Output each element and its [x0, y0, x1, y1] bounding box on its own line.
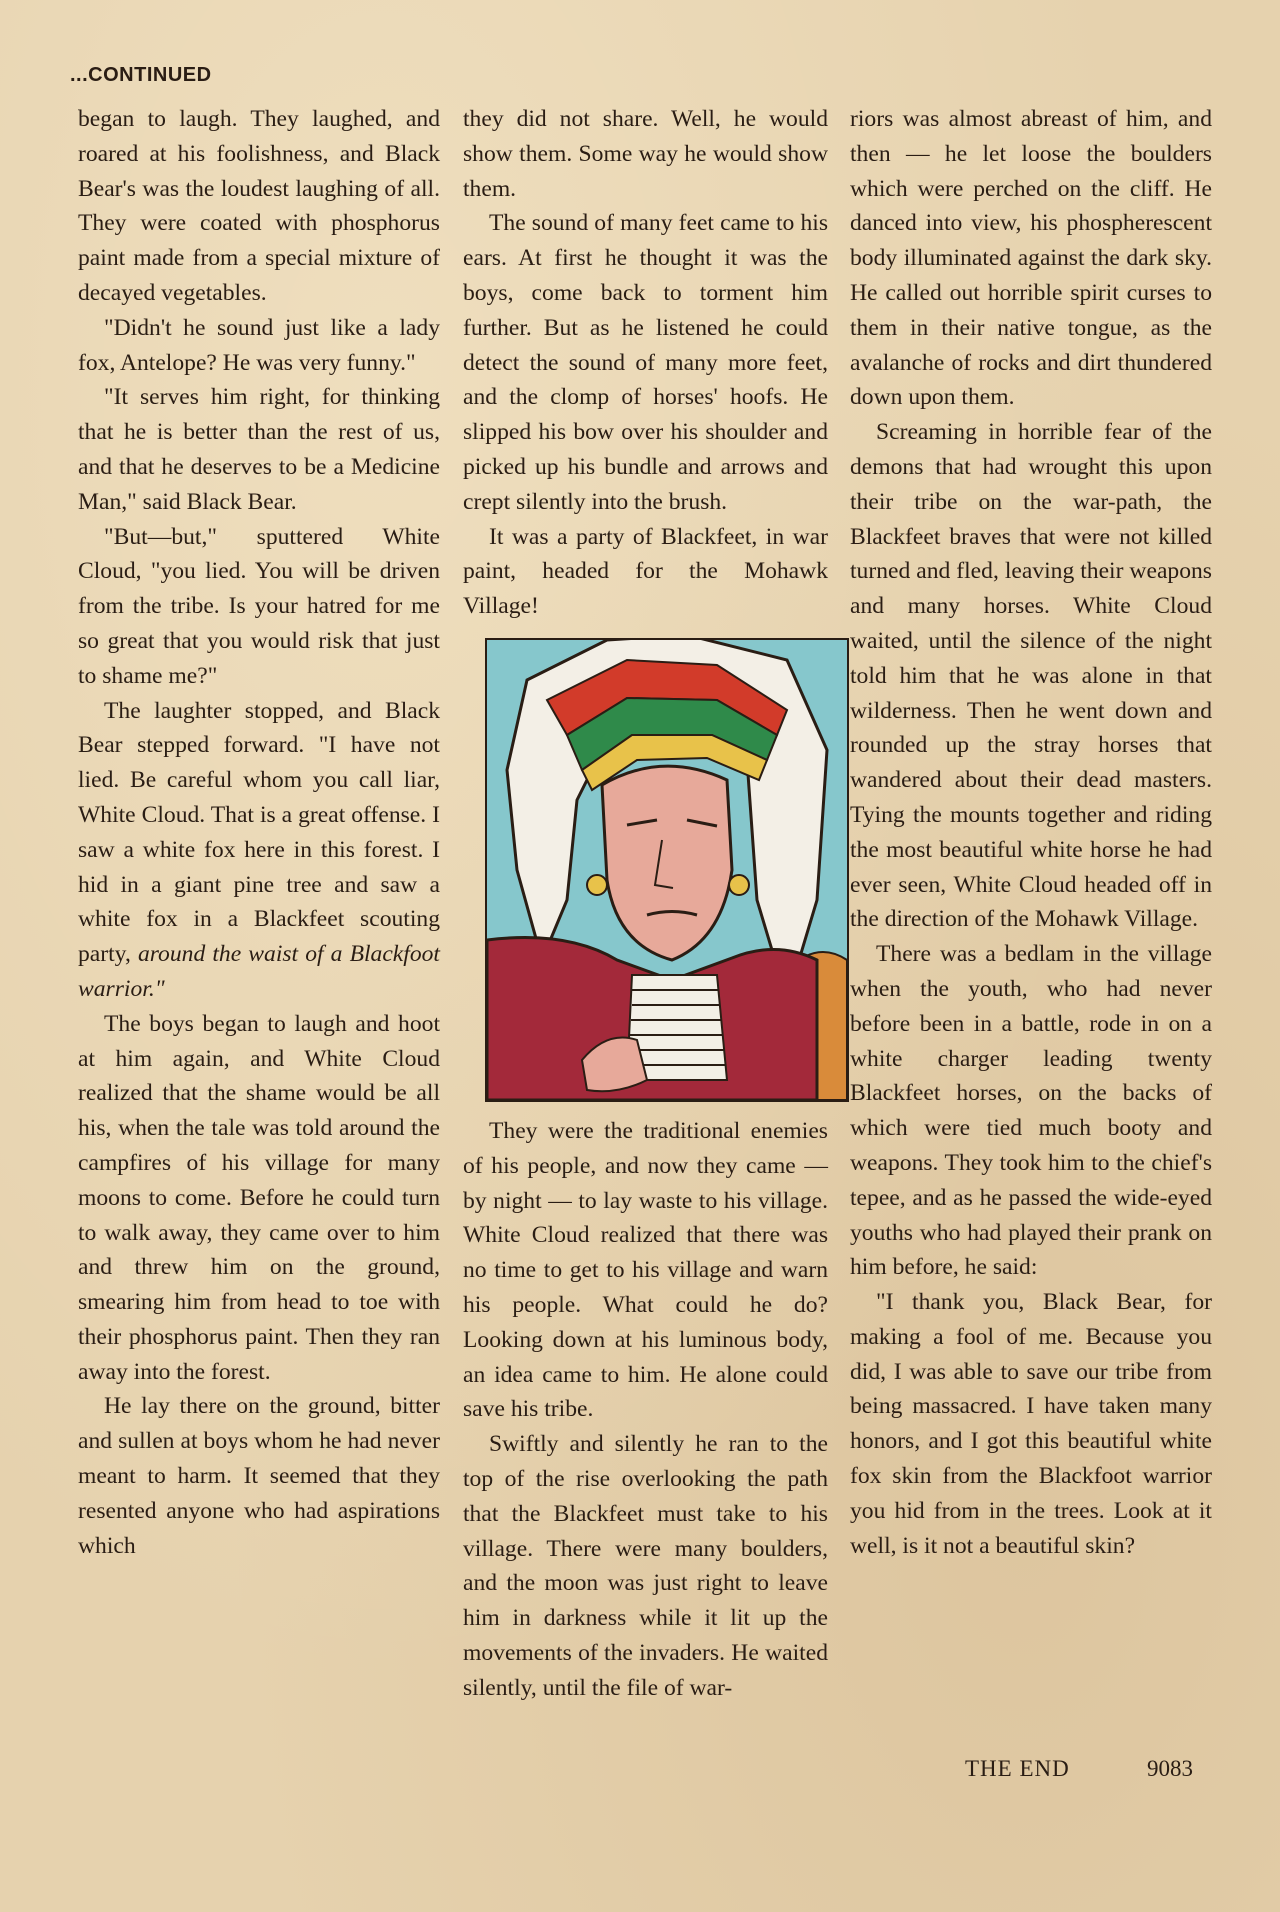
text-column-2	[463, 102, 828, 1706]
paragraph: "It serves him right, for thinking that he is better than the rest of us, and that he deserves to be a Medicine Man," said Black Bear.	[78, 384, 440, 515]
chief-illustration	[485, 638, 849, 1102]
italic-text: around the waist of a Blackfoot warrior."	[78, 941, 440, 1002]
paragraph: He lay there on the ground, bitter and sullen at boys whom he had never meant to harm. It seemed that they resented anyone who had aspirations which	[78, 1393, 440, 1559]
paragraph-text: The laughter stopped, and Black Bear stepped forward. "I have not lied. Be careful whom you call liar, White Cloud. That is a great offense. I saw a white fox here in this forest. I hid in a giant pine tree and saw a white fox in a Blackfeet scouting party,	[78, 697, 440, 968]
paragraph: The boys began to laugh and hoot at him again, and White Cloud realized that the shame would be all his, when the tale was told around the campfires of his village for many moons to come. Before he could turn to walk away, they came over to him and threw him on the ground, smearing him from head to toe with their phosphorus paint. Then they ran away into the forest.	[78, 1010, 440, 1385]
paragraph: The sound of many feet came to his ears. At first he thought it was the boys, come back to torment him further. But as he listened he could detect the sound of many more feet, and the clomp of horses' hoofs. He slipped his bow over his shoulder and picked up his bundle and arrows and crept silently into the brush.	[463, 210, 828, 515]
paragraph: they did not share. Well, he would show them. Some way he would show them.	[463, 106, 828, 202]
continued-header: ...CONTINUED	[70, 64, 212, 86]
text-column-3	[850, 102, 1212, 1563]
paragraph: Screaming in horrible fear of the demons that had wrought this upon their tribe on the war-path, the Blackfeet braves that were not killed turned and fled, leaving their weapons and many horses. White Cloud waited, until the silence of the night told him that he was alone in that wilderness. Then he went down and rounded up the stray horses that wandered about their dead masters. Tying the mounts together and riding the most beautiful white horse he had ever seen, White Cloud headed off in the direction of the Mohawk Village.	[850, 419, 1212, 933]
paragraph: "I thank you, Black Bear, for making a fool of me. Because you did, I was able to save our tribe from being massacred. I have taken many honors, and I got this beautiful white fox skin from the Blackfoot warrior you hid from in the trees. Look at it well, is it not a beautiful skin?	[850, 1289, 1212, 1559]
page-number: 9083	[1147, 1756, 1193, 1781]
chief-portrait-image	[487, 640, 847, 1100]
paragraph: Swiftly and silently he ran to the top of the rise overlooking the path that the Blackfeet must take to his village. There were many boulders, and the moon was just right to leave him in darkness while it lit up the movements of the invaders. He waited silently, until the file of war-	[463, 1431, 828, 1701]
paragraph: They were the traditional enemies of his people, and now they came — by night — to lay waste to his village. White Cloud realized that there was no time to get to his village and warn his people. What could he do? Looking down at his luminous body, an idea came to him. He alone could save his tribe.	[463, 1117, 828, 1423]
paragraph: "But—but," sputtered White Cloud, "you lied. You will be driven from the tribe. Is your hatred for me so great that you would risk that just to shame me?"	[78, 523, 440, 689]
paragraph: It was a party of Blackfeet, in war paint, headed for the Mohawk Village!	[463, 523, 828, 620]
paragraph: There was a bedlam in the village when the youth, who had never before been in a battle, rode in on a white charger leading twenty Blackfeet horses, on the backs of which were tied much booty and weapons. They took him to the chief's tepee, and as he passed the wide-eyed youths who had played their prank on him before, he said:	[850, 941, 1212, 1281]
the-end-label: THE END	[965, 1756, 1070, 1781]
text-column-1	[78, 102, 440, 1563]
paragraph: began to laugh. They laughed, and roared at his foolishness, and Black Bear's was the loudest laughing of all. They were coated with phosphorus paint made from a special mixture of decayed vegetables.	[78, 106, 440, 306]
paragraph: "Didn't he sound just like a lady fox, Antelope? He was very funny."	[78, 314, 440, 376]
paragraph: riors was almost abreast of him, and then — he let loose the boulders which were perched on the cliff. He danced into view, his phospherescent body illuminated against the dark sky. He called out horrible spirit curses to them in their native tongue, as the avalanche of rocks and dirt thundered down upon them.	[850, 106, 1212, 411]
paragraph	[78, 694, 440, 1007]
